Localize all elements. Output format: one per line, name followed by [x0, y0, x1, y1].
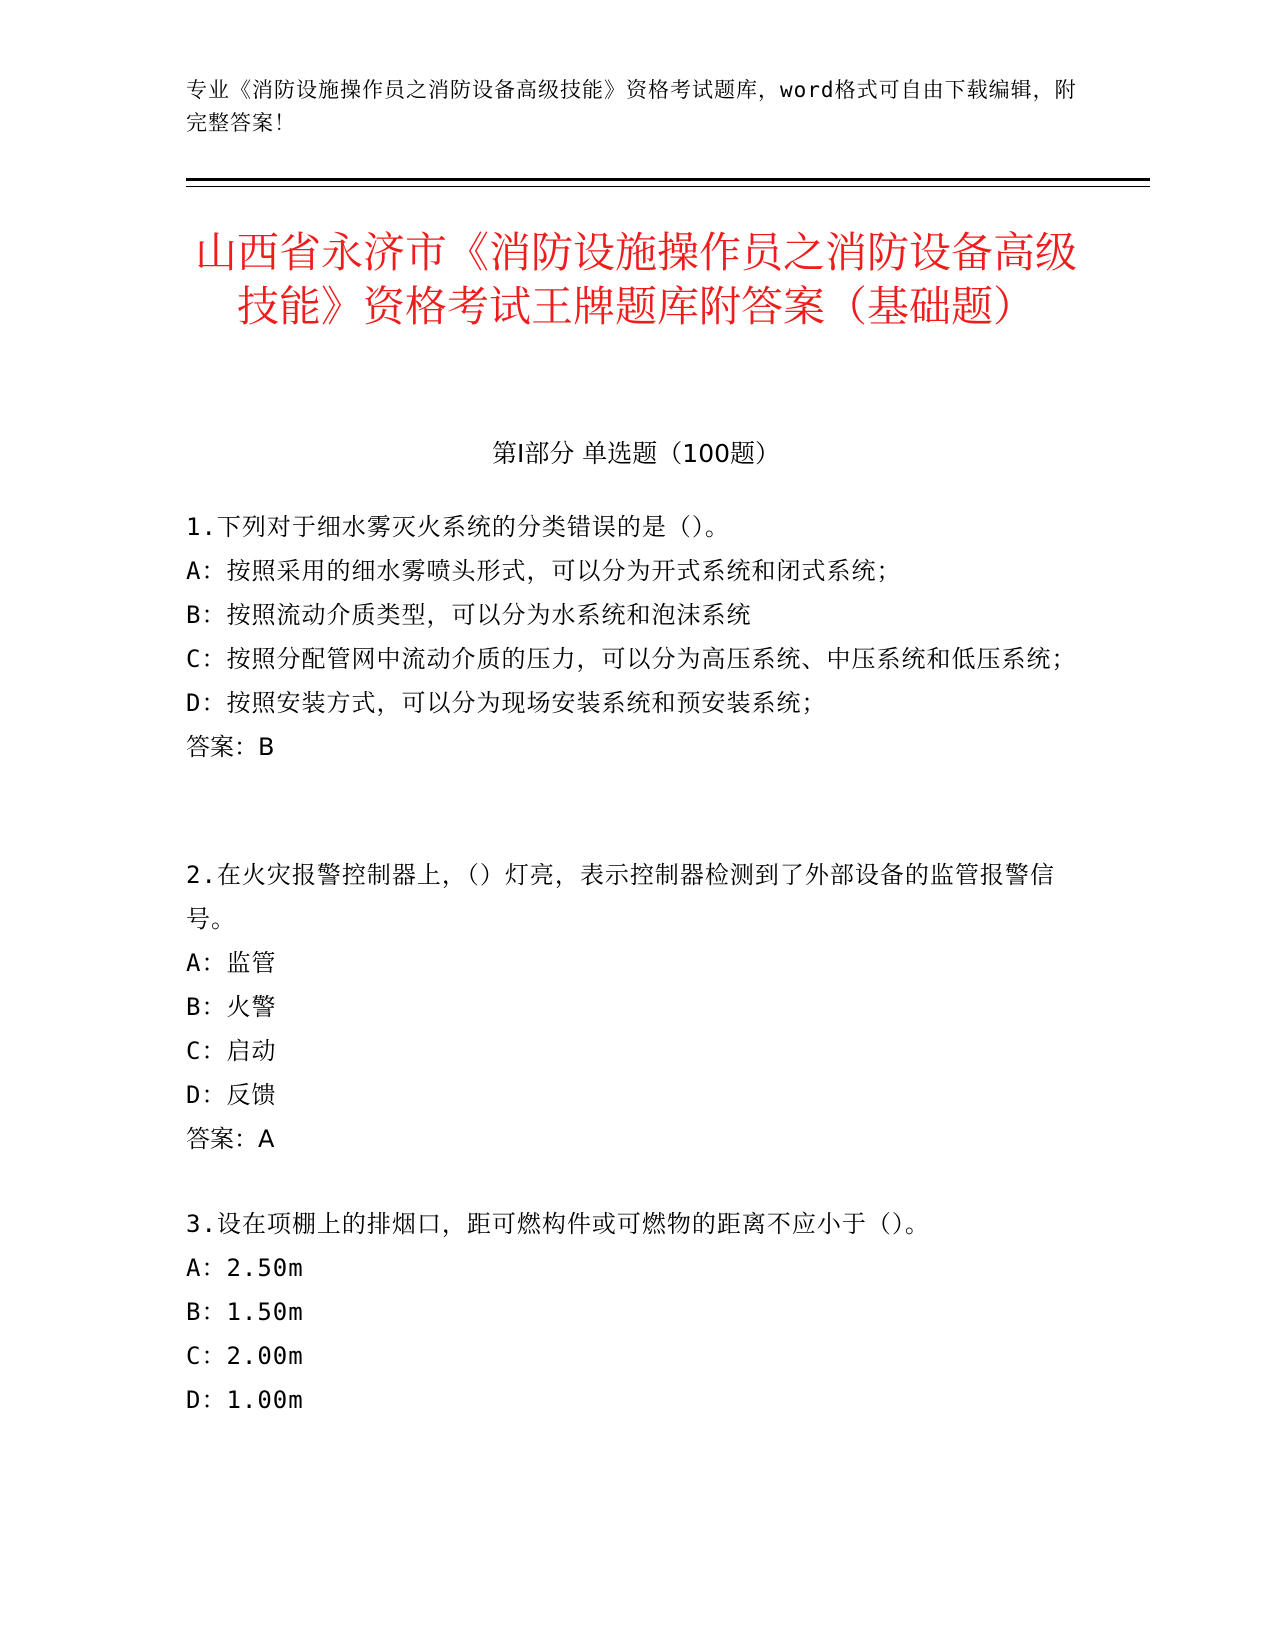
option-d: D：按照安装方式，可以分为现场安装系统和预安装系统； — [186, 689, 827, 717]
question-3 — [186, 1202, 1086, 1422]
option-d: D：1.00m — [186, 1386, 304, 1414]
option-c: C：2.00m — [186, 1342, 304, 1370]
header-divider-thin — [186, 186, 1150, 187]
header-note: 专业《消防设施操作员之消防设备高级技能》资格考试题库，word格式可自由下载编辑，附完整答案！ — [186, 78, 1077, 135]
section-title: 第Ⅰ部分 单选题（100题） — [491, 439, 781, 468]
option-c: C：启动 — [186, 1037, 277, 1065]
question-text: 1.下列对于细水雾灭火系统的分类错误的是（）。 — [186, 513, 730, 541]
option-b: B：按照流动介质类型，可以分为水系统和泡沫系统 — [186, 601, 752, 629]
option-a: A：按照采用的细水雾喷头形式，可以分为开式系统和闭式系统； — [186, 557, 902, 585]
option-a: A：监管 — [186, 949, 277, 977]
option-b: B：火警 — [186, 993, 277, 1021]
question-2 — [186, 853, 1086, 1161]
option-b: B：1.50m — [186, 1298, 304, 1326]
option-a: A：2.50m — [186, 1254, 304, 1282]
question-text: 3.设在项棚上的排烟口，距可燃构件或可燃物的距离不应小于（）。 — [186, 1210, 930, 1238]
document-title: 山西省永济市《消防设施操作员之消防设备高级技能》资格考试王牌题库附答案（基础题） — [194, 228, 1077, 331]
question-text: 2.在火灾报警控制器上，（）灯亮，表示控制器检测到了外部设备的监管报警信号。 — [186, 861, 1055, 933]
header-divider-thick — [186, 178, 1150, 181]
answer-line: 答案：A — [186, 1125, 275, 1153]
option-d: D：反馈 — [186, 1081, 277, 1109]
answer-line: 答案：B — [186, 733, 275, 761]
option-c: C：按照分配管网中流动介质的压力，可以分为高压系统、中压系统和低压系统； — [186, 645, 1077, 673]
question-1 — [186, 505, 1086, 769]
